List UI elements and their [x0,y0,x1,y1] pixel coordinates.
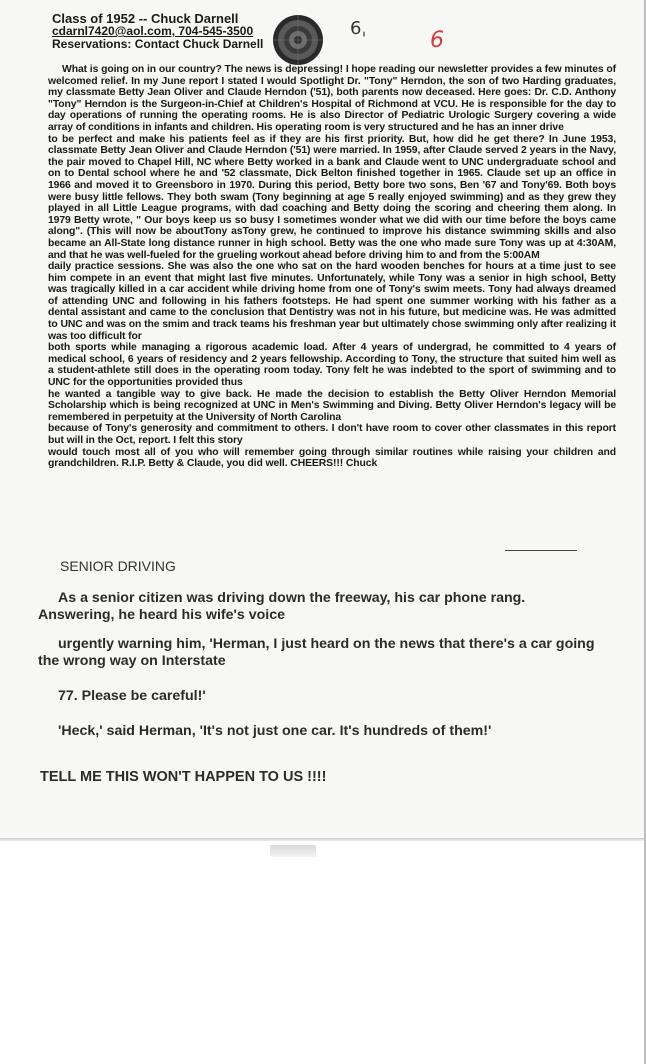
column-title: Class of 1952 -- Chuck Darnell [52,11,239,26]
reservations-line: Reservations: Contact Chuck Darnell [52,37,264,51]
paper-fold [270,845,316,857]
joke-punchline: TELL ME THIS WON'T HAPPEN TO US !!!! [40,769,327,785]
pencil-page-number: 6ˌ [350,18,367,39]
article-paragraph: both sports while managing a rigorous academic load. After 4 years of undergrad, he committed to 4 years of medical school, 6 years of residency and 2 years fellowship. According to Tony, the structure that suited him well as a student-athlete still does in the operating room today. Tony felt he was indebted to the sport of swimming and to UNC for the opportunities provided thus [48,342,616,389]
joke-line: urgently warning him, 'Herman, I just heard on the news that there's a car going the wrong way on Interstate [38,636,595,669]
article-paragraph: daily practice sessions. She was also the one who sat on the hard wooden benches for hours at a time just to see him compete in an event that might last five minutes. Unfortunately, while Tony was a senior in high school, Betty was tragically killed in a car accident while driving home from one of Tony's swim meets. Tony had always dreamed of attending UNC and following in his fathers footsteps. He had spent one summer working with his father as a dental assistant and came to the conclusion that Dentistry was not in his future, but medicine was. He was admitted to UNC and was on the smim and track teams his freshman year but ultimately chose swimming only after realizing it was too difficult for [48,261,616,342]
joke-line: As a senior citizen was driving down the freeway, his car phone rang. Answering, he heard his wife's voice [38,590,526,623]
article-paragraph: What is going on in our country? The news is depressing! I hope reading our newsletter provides a few minutes of welcomed relief. In my June report I stated I would Spotlight Dr. "Tony" Herndon, the son of two Harding graduates, my classmate Betty Jean Oliver and Claude Herndon ('51), both parents now deceased. Here goes: Dr. C.D. Anthony "Tony" Herndon is the Surgeon-in-Chief at Children's Hospital of Richmond at VCU. He is responsible for the day to day operations of running the operating rooms. He is also Director of Pediatric Urologic Surgery covering a wide array of conditions in infants and children. His operating room is very structured and he has an inner drive [48,64,616,133]
red-page-number: 6 [430,28,444,53]
joke-line: 'Heck,' said Herman, 'It's not just one car. It's hundreds of them!' [58,723,492,739]
article-paragraph: because of Tony's generosity and commitment to others. I don't have room to cover other classmates in this report but will in the Oct, report. I felt this story [48,423,616,446]
column-header [52,12,282,51]
school-seal-icon [272,14,324,66]
article-paragraph: would touch most all of you who will remember going through similar routines while raising your children and grandchildren. R.I.P. Betty & Claude, you did well. CHEERS!!! Chuck [48,446,616,470]
divider-line [505,550,577,551]
joke-title: SENIOR DRIVING [60,558,176,574]
joke-line: 77. Please be careful!' [58,688,206,704]
article-paragraph: to be perfect and make his patients feel as if they are his first priority. But, how did he get there? In June 1953, classmate Betty Jean Oliver and Claude Herndon ('51) were married. In 1959, after Claude served 2 years in the Navy, the pair moved to Chapel Hill, NC where Betty worked in a bank and Claude went to UNC undergraduate school and on to Dental school where he and '52 classmate, Dick Belton finished together in 1965. Claude set up an office in 1966 and moved it to Greensboro in 1970. During this period, Betty bore two sons, Ben '67 and Tony'69. Both boys were busy little fellows. They both swam (Tony beginning at age 5 really enjoyed swimming) and as they grew they played in all Little League programs, with dad coaching and Betty doing the scoring and cheering them along. In 1979 Betty wrote, " Our boys keep us so busy I sometimes wonder what we did with our time before the boys came along". (This will now be aboutTony asTony grew, he continued to improve his distance swimming skills and also became an All-State long distance runner in high school. Betty was the one who made sure Tony was up at 4:30AM, and that he was well-fueled for the grueling workout ahead before driving him to and from the 5:00AM [48,133,616,261]
lower-sheet [0,841,646,1064]
article-paragraph: he wanted a tangible way to give back. He made the decision to establish the Betty Oliver Herndon Memorial Scholarship which is being recognized at UNC in Men's Swimming and Diving. Betty Oliver Herndon's legacy will be remembered in perpetuity at the University of North Carolina [48,388,616,423]
article-body [48,64,616,470]
contact-line: cdarnl7420@aol.com, 704-545-3500 [52,24,254,38]
